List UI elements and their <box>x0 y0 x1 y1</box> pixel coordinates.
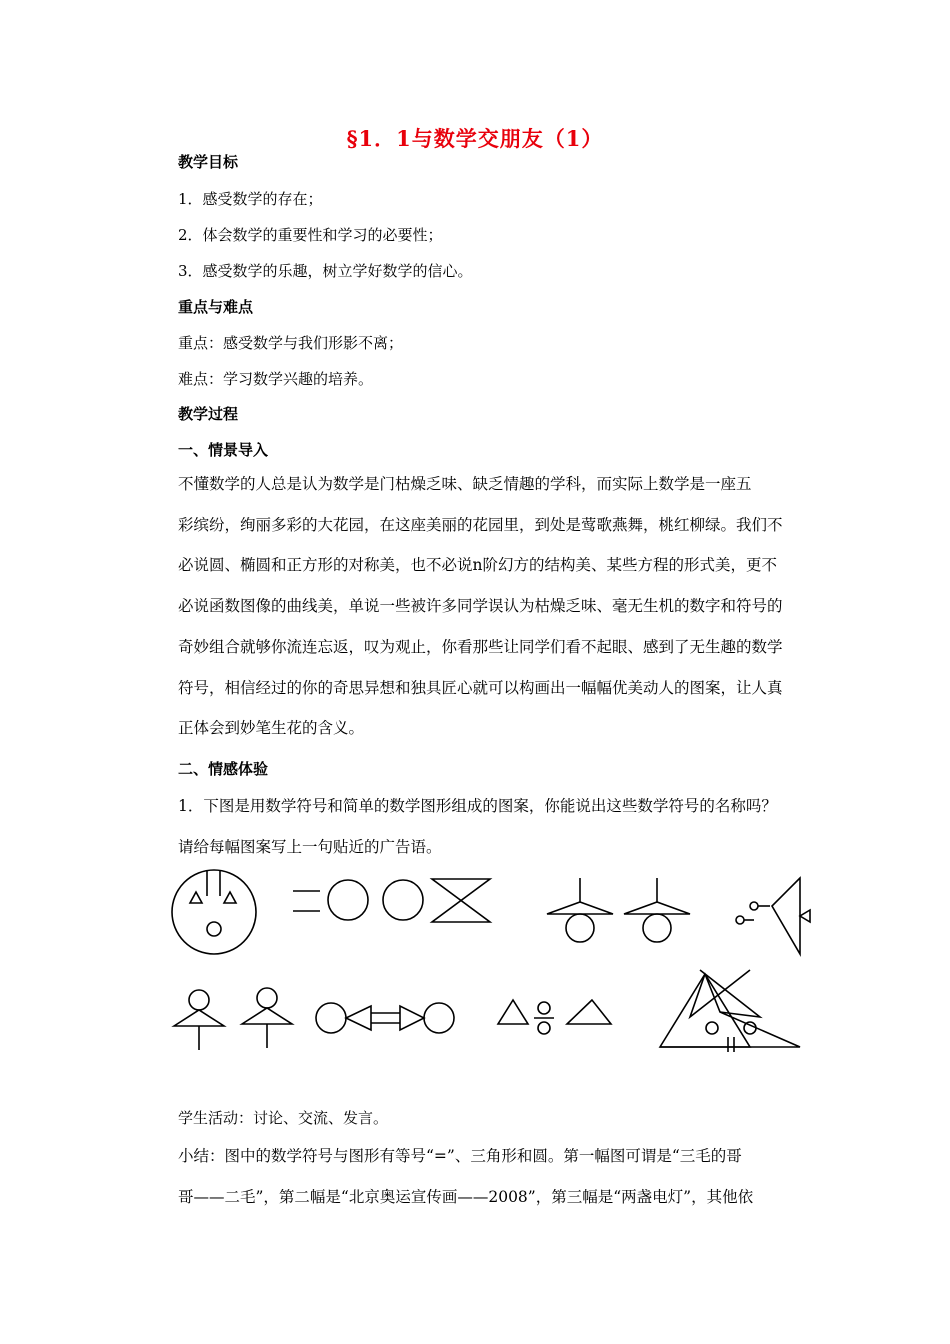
speaker-figure <box>736 878 810 954</box>
part1-paragraph <box>178 464 818 749</box>
figure-illustration <box>160 862 820 1062</box>
process-heading: 教学过程 <box>178 405 239 423</box>
goal-item-3: 3．感受数学的乐趣，树立学好数学的信心。 <box>178 262 473 280</box>
goal-item-1: 1．感受数学的存在； <box>178 190 323 208</box>
part1-heading: 一、情景导入 <box>178 441 269 459</box>
paragraph-line: 正体会到妙笔生花的含义。 <box>178 719 365 738</box>
goal-item-2: 2．体会数学的重要性和学习的必要性； <box>178 226 443 244</box>
paragraph-line: 符号，相信经过的你的奇思异想和独具匠心就可以构画出一幅幅优美动人的图案，让人真 <box>178 678 783 697</box>
paragraph-line: 小结：图中的数学符号与图形有等号“=”、三角形和圆。第一幅图可谓是“三毛的哥 <box>178 1147 742 1165</box>
paragraph-line: 哥——二毛”，第二幅是“北京奥运宣传画——2008”，第三幅是“两盏电灯”，其他依 <box>178 1187 754 1206</box>
2008-figure <box>293 879 490 922</box>
key-point-text: 重点：感受数学与我们形影不离； <box>178 334 404 352</box>
paragraph-line: 不懂数学的人总是认为数学是门枯燥乏味、缺乏情趣的学科，而实际上数学是一座五 <box>178 475 752 493</box>
part2-heading: 二、情感体验 <box>178 760 269 778</box>
key-points-heading: 重点与难点 <box>178 298 254 316</box>
symbol-figures <box>160 862 820 1062</box>
two-people-figure <box>174 988 292 1050</box>
paragraph-line: 必说函数图像的曲线美，单说一些被许多同学误认为枯燥乏味、毫无生机的数字和符号的 <box>178 597 783 616</box>
face-figure <box>172 870 256 954</box>
triangle-circle-figure <box>498 1000 611 1034</box>
paragraph-line: 彩缤纷，绚丽多彩的大花园，在这座美丽的花园里，到处是莺歌燕舞，桃红柳绿。我们不 <box>178 515 783 534</box>
difficulty-text: 难点：学习数学兴趣的培养。 <box>178 370 374 388</box>
activity-text: 学生活动：讨论、交流、发言。 <box>178 1109 389 1127</box>
part2-paragraph <box>178 786 818 867</box>
star-figure <box>660 970 800 1052</box>
page-title: §1．1与数学交朋友（1） <box>346 126 604 151</box>
paragraph-line: 请给每幅图案写上一句贴近的广告语。 <box>178 837 442 856</box>
paragraph-line: 奇妙组合就够你流连忘返，叹为观止，你看那些让同学们看不起眼、感到了无生趣的数学 <box>178 637 783 656</box>
goals-heading: 教学目标 <box>178 153 239 171</box>
paragraph-line: 必说圆、椭圆和正方形的对称美，也不必说n阶幻方的结构美、某些方程的形式美，更不 <box>178 556 777 575</box>
two-lamps-figure <box>547 878 690 942</box>
paragraph-line: 1．下图是用数学符号和简单的数学图形组成的图案，你能说出这些数学符号的名称吗？ <box>178 797 777 815</box>
summary-paragraph <box>178 1136 818 1217</box>
dumbbell-figure <box>316 1003 454 1033</box>
